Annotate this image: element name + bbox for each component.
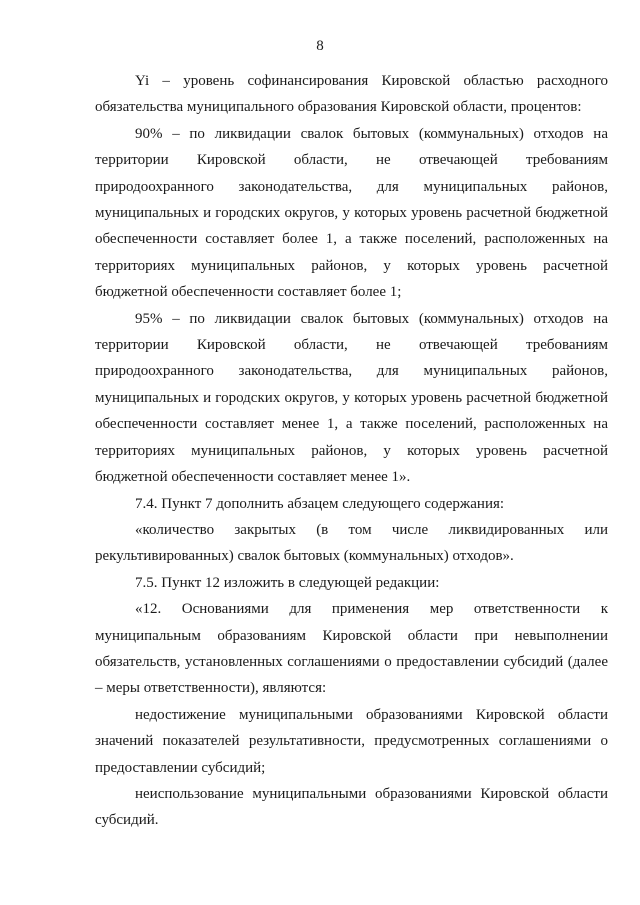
paragraph-closed-dumps-count: «количество закрытых (в том числе ликвидированных или рекультивированных) свалок бытовых (коммунальных) отходов».	[95, 521, 608, 565]
paragraph-7-5: 7.5. Пункт 12 изложить в следующей редакции:	[135, 574, 440, 591]
paragraph-yi-definition: Yi – уровень софинансирования Кировской областью расходного обязательства муниципального образования Кировской области, процентов:	[95, 73, 608, 116]
paragraph-indicators-not-achieved: недостижение муниципальными образованиями Кировской области значений показателей результативности, предусмотренных соглашениями о предоставлении субсидий;	[95, 706, 608, 776]
document-body	[95, 68, 608, 834]
paragraph-7-4: 7.4. Пункт 7 дополнить абзацем следующего содержания:	[135, 495, 505, 512]
page-number: 8	[316, 38, 324, 54]
paragraph-90-percent: 90% – по ликвидации свалок бытовых (коммунальных) отходов на территории Кировской области, не отвечающей требованиям природоохранного законодательства, для муниципальных районов, муниципальных и городских округов, у которых уровень расчетной бюджетной обеспеченности составляет более 1, а также поселений, расположенных на территориях муниципальных районов, у которых уровень расчетной бюджетной обеспеченности составляет более 1;	[95, 125, 608, 301]
paragraph-12-grounds: «12. Основаниями для применения мер ответственности к муниципальным образованиям Кировской области при невыполнении обязательств, установленных соглашениями о предоставлении субсидий (далее – меры ответственности), являются:	[95, 601, 608, 697]
paragraph-95-percent: 95% – по ликвидации свалок бытовых (коммунальных) отходов на территории Кировской области, не отвечающей требованиям природоохранного законодательства, для муниципальных районов, муниципальных и городских округов, у которых уровень расчетной бюджетной обеспеченности составляет менее 1, а также поселений, расположенных на территориях муниципальных районов, у которых уровень расчетной бюджетной обеспеченности составляет менее 1».	[95, 310, 608, 486]
paragraph-subsidies-not-used: неиспользование муниципальными образованиями Кировской области субсидий.	[95, 785, 608, 829]
